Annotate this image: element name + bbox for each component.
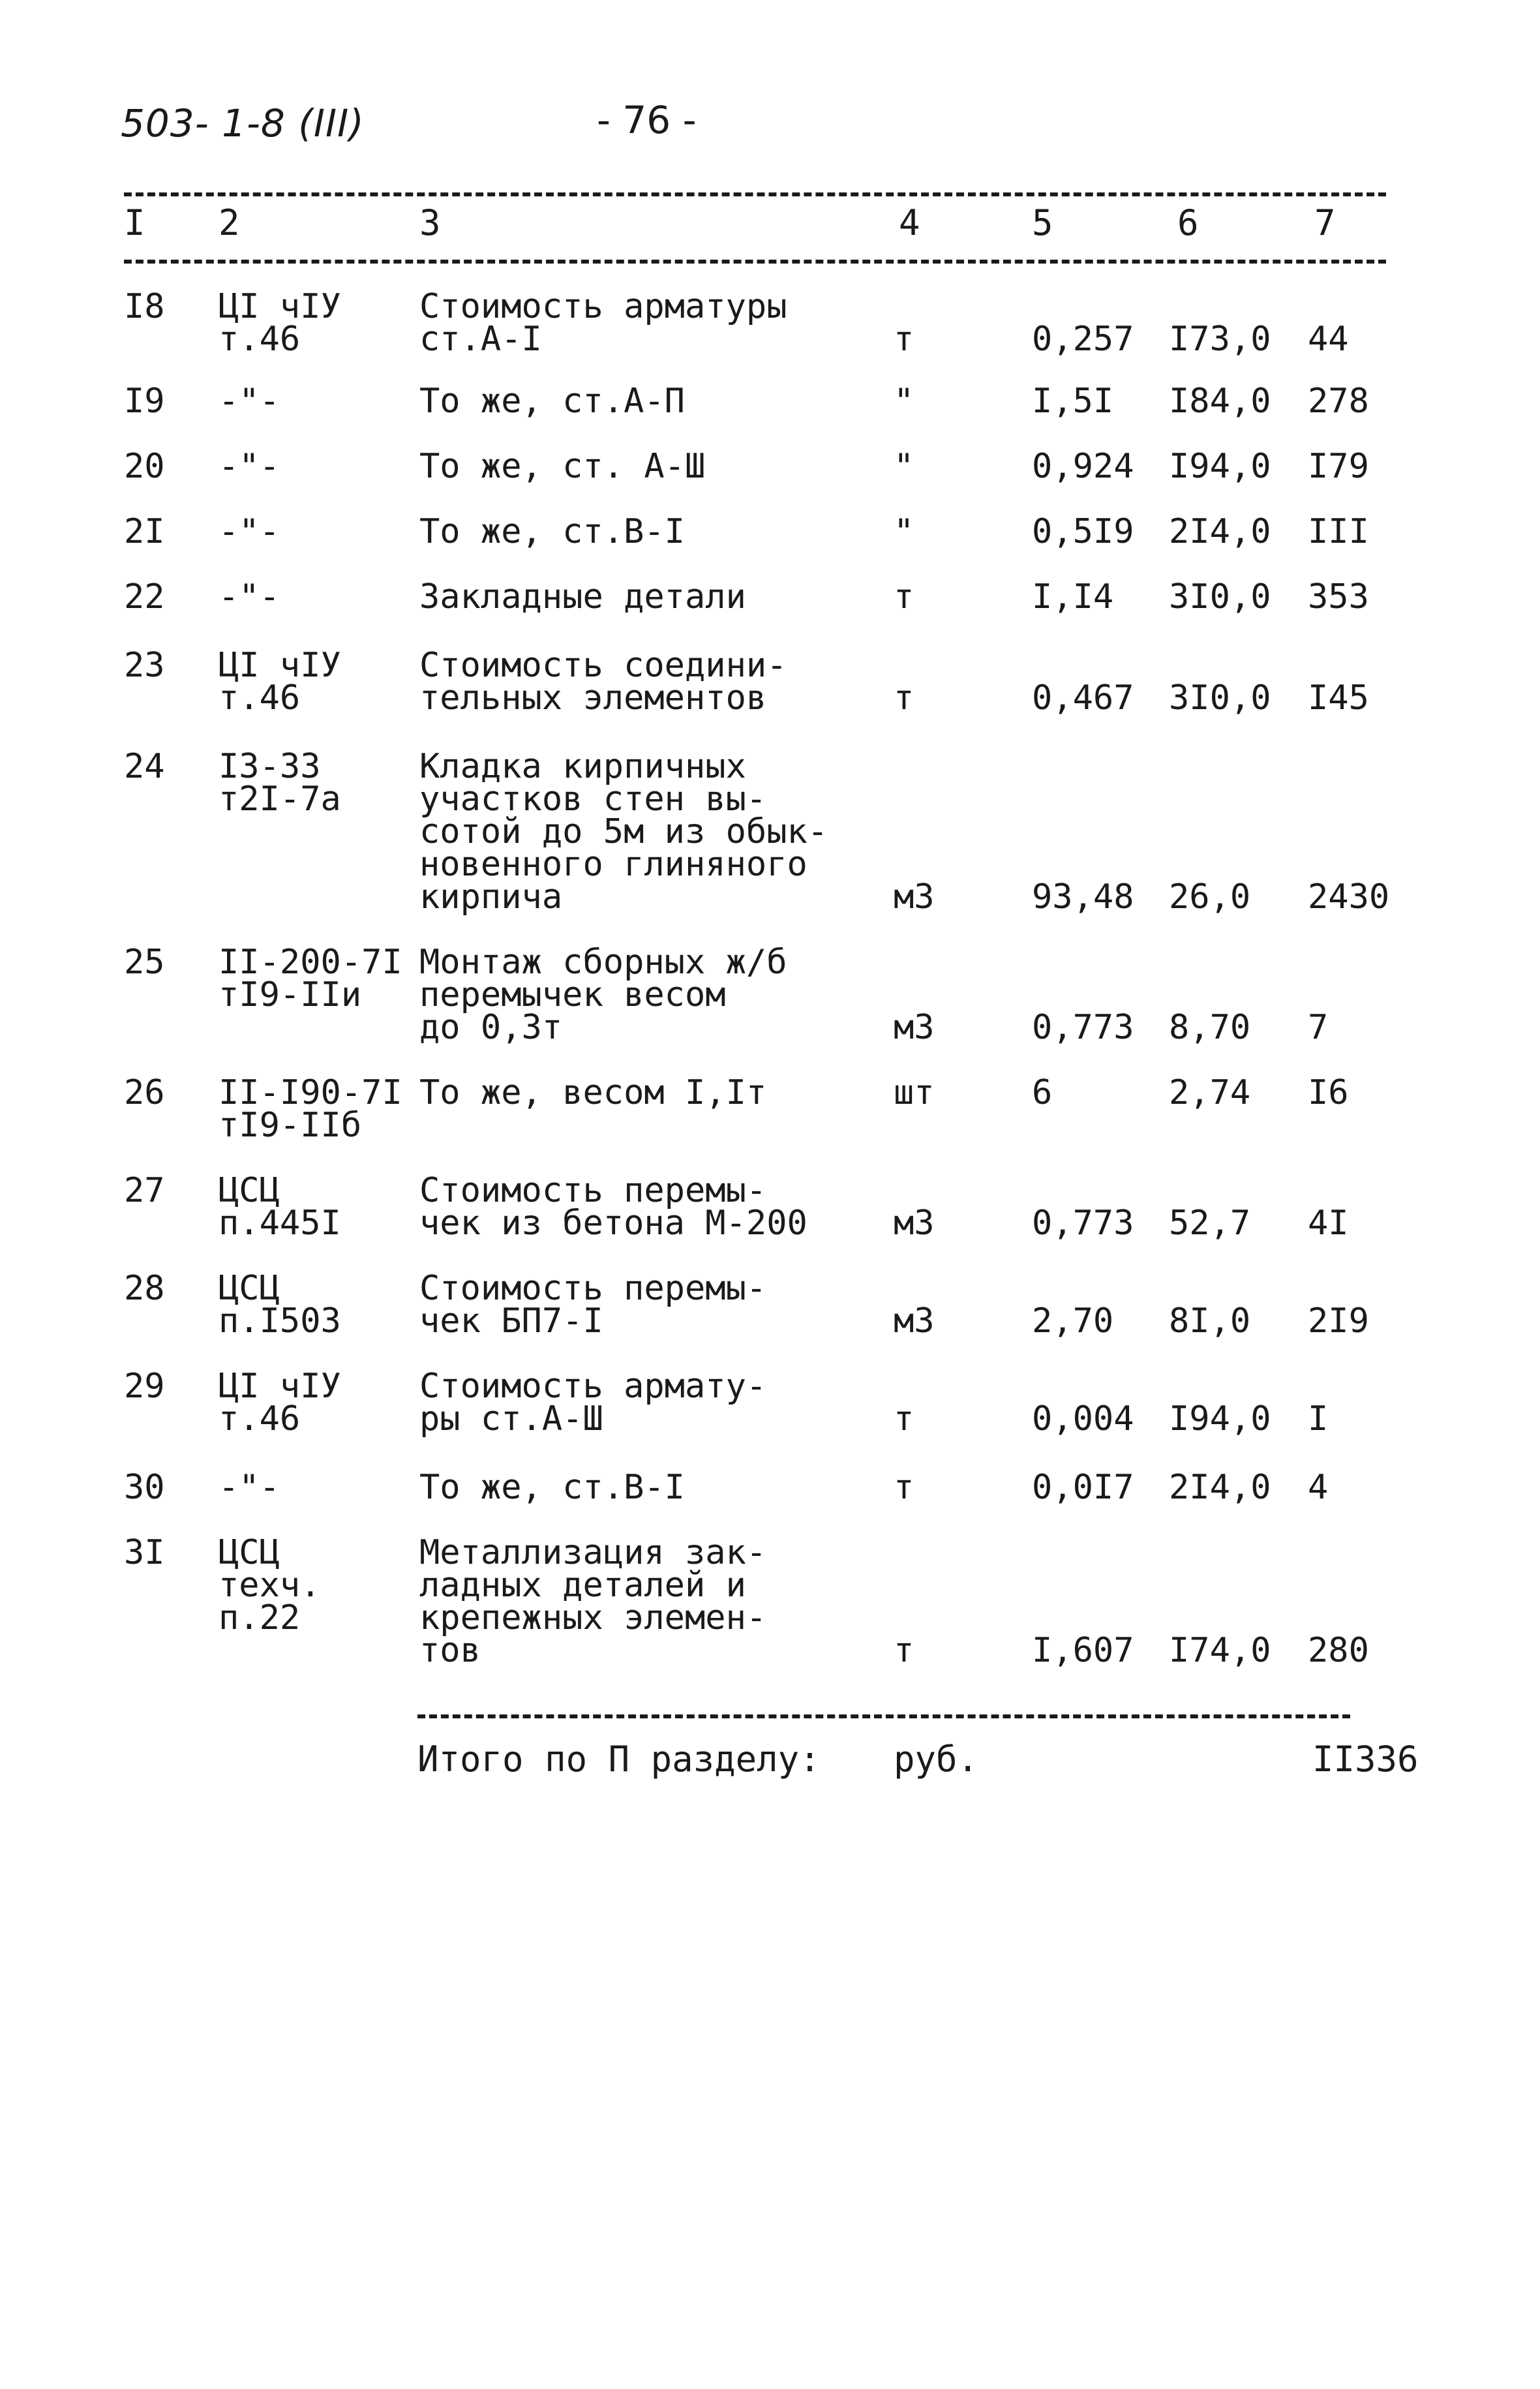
row-reference: ЦI чIУ т.46 <box>219 1367 341 1438</box>
row-reference: II-200-7I тI9-IIи <box>219 943 402 1014</box>
row-total: I45 <box>1308 678 1369 718</box>
row-number: I8 <box>124 287 165 326</box>
row-quantity: 2,70 <box>1032 1301 1114 1341</box>
row-unit-price: 2I4,0 <box>1169 1468 1271 1507</box>
row-reference: ЦСЦ п.445I <box>219 1171 341 1243</box>
row-total: 7 <box>1308 1008 1329 1047</box>
row-number: 29 <box>124 1367 165 1406</box>
row-total: 4I <box>1308 1204 1349 1243</box>
column-header-3: 3 <box>419 202 441 243</box>
row-description: Стоимость перемы- чек БП7-I <box>419 1269 767 1341</box>
row-reference: -"- <box>219 447 280 486</box>
row-reference: ЦI чIУ т.46 <box>219 646 341 718</box>
row-quantity: I,5I <box>1032 382 1114 421</box>
row-description: Стоимость перемы- чек из бетона М-200 <box>419 1171 808 1243</box>
column-header-6: 6 <box>1177 202 1199 243</box>
column-header-2: 2 <box>219 202 240 243</box>
row-total: 278 <box>1308 382 1369 421</box>
row-unit-price: 3I0,0 <box>1169 577 1271 616</box>
row-unit-price: 3I0,0 <box>1169 678 1271 718</box>
row-number: 27 <box>124 1171 165 1210</box>
row-unit: т <box>894 1631 914 1670</box>
row-quantity: 0,5I9 <box>1032 512 1134 551</box>
row-unit: м3 <box>894 1008 935 1047</box>
row-unit: " <box>894 382 914 421</box>
row-quantity: I,607 <box>1032 1631 1134 1670</box>
row-number: 20 <box>124 447 165 486</box>
column-headers <box>0 202 1540 248</box>
row-quantity: I,I4 <box>1032 577 1114 616</box>
row-description: Металлизация зак- ладных деталей и крепежных элемен- тов <box>419 1533 767 1670</box>
total-value: II336 <box>1312 1739 1419 1780</box>
row-reference: ЦСЦ техч. п.22 <box>219 1533 321 1637</box>
row-total: 280 <box>1308 1631 1369 1670</box>
row-quantity: 0,924 <box>1032 447 1134 486</box>
row-description: То же, весом I,Iт <box>419 1073 767 1112</box>
row-reference: II-I90-7I тI9-IIб <box>219 1073 402 1145</box>
row-unit-price: 2I4,0 <box>1169 512 1271 551</box>
document-code: 503- 1-8 (III) <box>121 101 365 145</box>
row-reference: -"- <box>219 1468 280 1507</box>
row-unit: т <box>894 1399 914 1438</box>
row-unit: т <box>894 577 914 616</box>
row-unit-price: 8I,0 <box>1169 1301 1251 1341</box>
row-number: 30 <box>124 1468 165 1507</box>
row-unit-price: I94,0 <box>1169 1399 1271 1438</box>
row-number: I9 <box>124 382 165 421</box>
column-header-4: 4 <box>899 202 920 243</box>
row-description: Стоимость армату- ры ст.А-Ш <box>419 1367 767 1438</box>
row-total: III <box>1308 512 1369 551</box>
row-number: 28 <box>124 1269 165 1308</box>
header-top-rule <box>124 192 1386 196</box>
row-total: 353 <box>1308 577 1369 616</box>
row-number: 3I <box>124 1533 165 1572</box>
row-unit-price: I84,0 <box>1169 382 1271 421</box>
row-quantity: 0,257 <box>1032 320 1134 359</box>
row-unit: м3 <box>894 877 935 917</box>
row-reference: -"- <box>219 512 280 551</box>
page-number: - 76 - <box>597 98 697 142</box>
row-unit-price: 2,74 <box>1169 1073 1251 1112</box>
row-total: 2I9 <box>1308 1301 1369 1341</box>
row-description: То же, ст.В-I <box>419 1468 685 1507</box>
row-description: Монтаж сборных ж/б перемычек весом до 0,3т <box>419 943 787 1047</box>
row-description: Кладка кирпичных участков стен вы- сотой до 5м из обык- новенного глиняного кирпича <box>419 747 828 917</box>
row-reference: ЦI чIУ т.46 <box>219 287 341 359</box>
row-total: I79 <box>1308 447 1369 486</box>
row-unit: шт <box>894 1073 935 1112</box>
total-label: Итого по П разделу: <box>417 1739 821 1780</box>
row-unit-price: I94,0 <box>1169 447 1271 486</box>
row-unit: т <box>894 1468 914 1507</box>
total-unit: руб. <box>894 1739 979 1780</box>
row-unit-price: 52,7 <box>1169 1204 1251 1243</box>
row-total: I <box>1308 1399 1329 1438</box>
header-bottom-rule <box>124 260 1386 264</box>
total-rule <box>417 1714 1350 1718</box>
row-quantity: 0,0I7 <box>1032 1468 1134 1507</box>
row-quantity: 6 <box>1032 1073 1053 1112</box>
row-unit: м3 <box>894 1301 935 1341</box>
row-unit: т <box>894 678 914 718</box>
row-quantity: 0,004 <box>1032 1399 1134 1438</box>
column-header-7: 7 <box>1314 202 1336 243</box>
row-reference: -"- <box>219 577 280 616</box>
row-total: 4 <box>1308 1468 1329 1507</box>
row-unit: " <box>894 447 914 486</box>
row-unit-price: I74,0 <box>1169 1631 1271 1670</box>
column-header-5: 5 <box>1032 202 1053 243</box>
row-quantity: 0,467 <box>1032 678 1134 718</box>
row-unit-price: I73,0 <box>1169 320 1271 359</box>
row-description: То же, ст. А-Ш <box>419 447 706 486</box>
row-number: 24 <box>124 747 165 786</box>
row-number: 23 <box>124 646 165 685</box>
row-number: 22 <box>124 577 165 616</box>
row-unit-price: 26,0 <box>1169 877 1251 917</box>
row-total: 2430 <box>1308 877 1390 917</box>
row-number: 2I <box>124 512 165 551</box>
row-description: Стоимость соедини- тельных элементов <box>419 646 787 718</box>
row-unit: м3 <box>894 1204 935 1243</box>
row-total: I6 <box>1308 1073 1349 1112</box>
row-number: 25 <box>124 943 165 982</box>
row-reference: I3-33 т2I-7а <box>219 747 341 819</box>
row-unit-price: 8,70 <box>1169 1008 1251 1047</box>
row-unit: т <box>894 320 914 359</box>
row-reference: -"- <box>219 382 280 421</box>
row-description: То же, ст.А-П <box>419 382 685 421</box>
row-description: Закладные детали <box>419 577 746 616</box>
row-reference: ЦСЦ п.I503 <box>219 1269 341 1341</box>
row-quantity: 0,773 <box>1032 1204 1134 1243</box>
column-header-1: I <box>124 202 145 243</box>
row-total: 44 <box>1308 320 1349 359</box>
row-description: То же, ст.В-I <box>419 512 685 551</box>
row-unit: " <box>894 512 914 551</box>
row-quantity: 93,48 <box>1032 877 1134 917</box>
row-number: 26 <box>124 1073 165 1112</box>
row-description: Стоимость арматуры ст.А-I <box>419 287 787 359</box>
row-quantity: 0,773 <box>1032 1008 1134 1047</box>
